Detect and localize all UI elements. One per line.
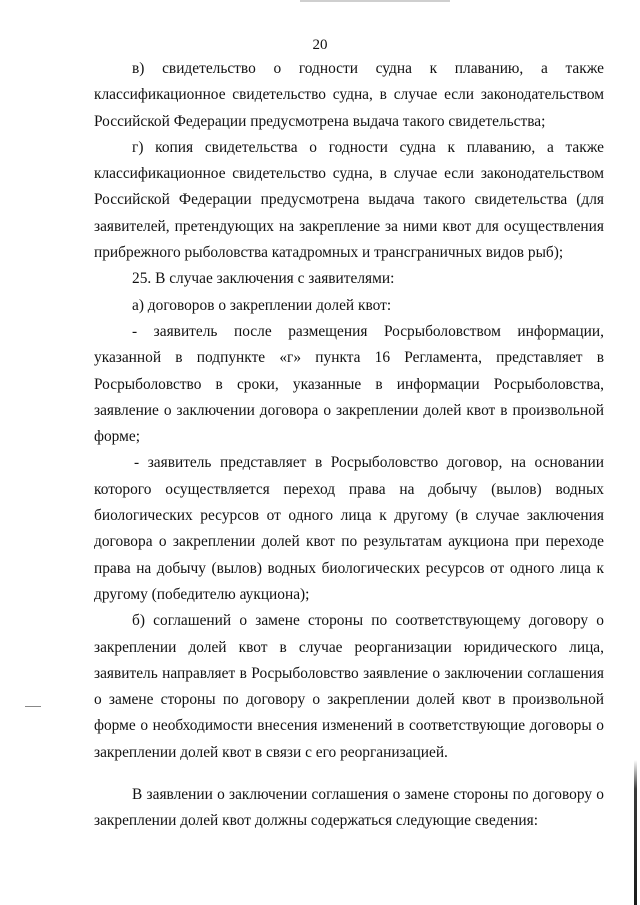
paragraph-25: 25. В случае заключения с заявителями: bbox=[132, 270, 395, 288]
paragraph-dash-1: - заявитель после размещения Росрыболовством информации, указанной в подпункте «г» пункта 16 Регламента, представляет в Росрыболовство в сроки, указанные в информации Росрыболовства, заявление о заключении договора о закреплении долей квот в произвольной форме; bbox=[94, 322, 604, 446]
paragraph-statement: В заявлении о заключении соглашения о замене стороны по договору о закреплении долей квот должны содержаться следующие сведения: bbox=[94, 786, 604, 830]
page-number: 20 bbox=[312, 37, 328, 53]
scan-artifact-top-rule bbox=[300, 0, 450, 2]
document-body bbox=[94, 56, 604, 835]
paragraph-b: б) соглашений о замене стороны по соответствующему договору о закреплении долей квот в случае реорганизации юридического лица, заявитель направляет в Росрыболовство заявление о заключении соглашения о замене стороны по договору о закреплении долей квот в произвольной форме о необходимости внесения изменений в соответствующие договоры о закреплении долей квот в связи с его реорганизацией. bbox=[94, 612, 604, 761]
scan-artifact-left-mark bbox=[25, 706, 41, 707]
scan-artifact-right-edge bbox=[634, 760, 637, 905]
paragraph-dash-2: - заявитель представляет в Росрыболовство договор, на основании которого осуществляется переход права на добычу (вылов) водных биологических ресурсов от одного лица к другому (в случае заключения договора о закреплении долей квот по результатам аукциона при переходе права на добычу (вылов) водных биологических ресурсов от одного лица к другому (победителю аукциона); bbox=[94, 454, 604, 603]
paragraph-v: в) свидетельство о годности судна к плаванию, а также классификационное свидетельство судна, в случае если законодательством Российской Федерации предусмотрена выдача такого свидетельства; bbox=[94, 60, 604, 130]
paragraph-g: г) копия свидетельства о годности судна к плаванию, а также классификационное свидетельство судна, в случае если законодательством Российской Федерации предусмотрена выдача такого свидетельства (для заявителей, претендующих на закрепление за ними квот для осуществления прибрежного рыболовства катадромных и трансграничных видов рыб); bbox=[94, 138, 604, 262]
paragraph-a: а) договоров о закреплении долей квот: bbox=[132, 296, 392, 314]
